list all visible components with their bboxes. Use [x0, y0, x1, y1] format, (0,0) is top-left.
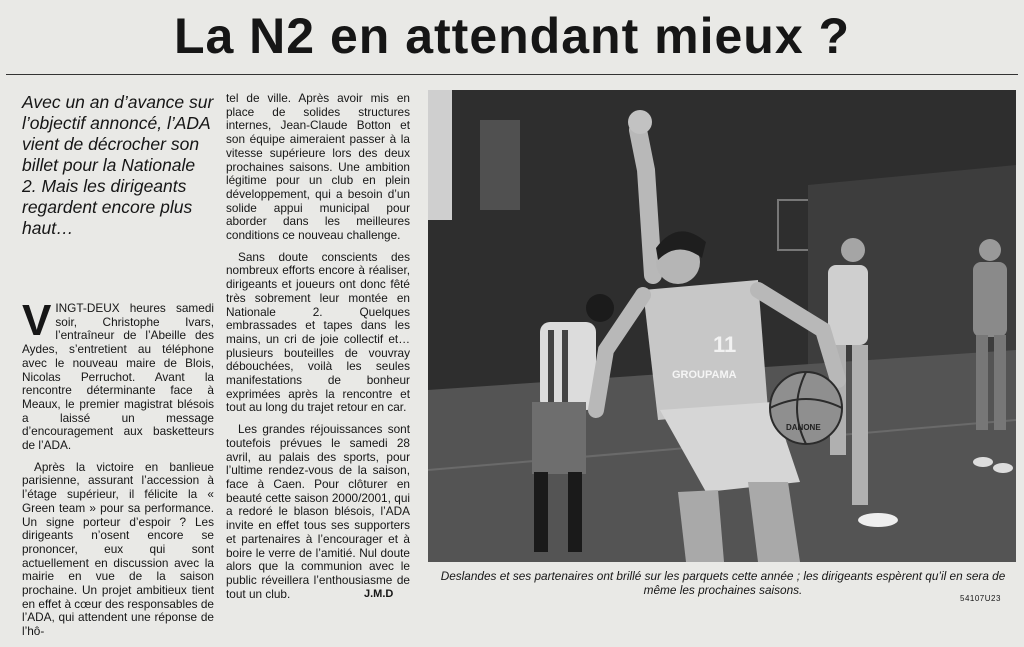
- author-signature: J.M.D: [364, 588, 394, 600]
- jersey-sponsor: GROUPAMA: [672, 369, 737, 381]
- paragraph-1-text: heures samedi soir, Christophe Ivars, l’entraîneur de l’Abeille des Aydes, s’entretient au téléphone avec le nouveau maire de Blois, Nicolas Perruchot. Avant la rencontre déterminante face à Meaux, le premier magistrat blésois a laissé un message d’encouragement aux basketteurs de l’ADA.: [22, 301, 214, 453]
- ball-brand: DANONE: [786, 423, 821, 432]
- paragraph-4: Sans doute conscients des nombreux efforts encore à réaliser, dirigeants et joueurs ont donc fêté très sobrement leur montée en Nationale 2. Quelques embrassades et tapes dans les mains, un cri de joie collectif et… plusieurs bouteilles de vouvray débouchées, voilà les seules manifestations de bonheur exprimées après la rencontre et tout au long du trajet retour en car.: [226, 249, 410, 415]
- jersey-number: 11: [713, 332, 737, 357]
- archive-code: 54107U23: [960, 594, 1001, 603]
- hand-raised: [628, 110, 652, 134]
- basketball-photo: [428, 90, 1016, 562]
- drop-cap: V: [22, 296, 52, 345]
- opening-paragraph: [22, 296, 214, 453]
- headline-rule: [6, 74, 1018, 75]
- lede-paragraph: Avec un an d’avance sur l’objectif annoncé, l’ADA vient de décrocher son billet pour la Nationale 2. Mais les dirigeants regardent encore plus haut…: [22, 92, 214, 238]
- paragraph-3: tel de ville. Après avoir mis en place de solides structures internes, Jean-Claude Botton et son équipe aimeraient passer à la vitesse supérieure lors des deux prochaines saisons. Une ambition légitime pour un club en plein développement, qui a besoin d’un solide appui municipal pour aborder dans les meilleures conditions ce nouveau challenge.: [226, 91, 410, 243]
- article-column-2: [226, 92, 410, 609]
- paragraph-2: Après la victoire en banlieue parisienne, assurant l’accession à l’étage supérieur, il félicite la « Green team » pour sa performance. Un signe porteur d’espoir ? Les dirigeants n’osent encore se prononcer, eux qui sont actuellement en discussion avec la mairie en vue de la saison prochaine. Un projet ambitieux tient en effet à cœur des responsables de l’ADA, qui attendent une réponse de l’hô-: [22, 459, 214, 639]
- headline: La N2 en attendant mieux ?: [173, 8, 851, 64]
- photo-caption: Deslandes et ses partenaires ont brillé sur les parquets cette année ; les dirigeants espèrent qu’il en sera de même les prochaines saisons.: [440, 569, 1006, 597]
- article-column-1: [22, 296, 214, 647]
- photo-illustration: [428, 90, 1016, 562]
- paragraph-5: Les grandes réjouissances sont toutefois prévues le samedi 28 avril, au palais des sports, pour l’ultime rendez-vous de la saison, face à Caen. Pour clôturer en beauté cette saison 2000/2001, qui a redoré le blason blésois, l’ADA invite en effet tous ses supporters et partenaires à l’encourager et à boire le verre de l’amitié. Nul doute alors que la communion avec le public réveillera l’enthousiasme de tout un club.: [226, 422, 410, 601]
- basketball: [770, 372, 842, 444]
- lead-word: INGT-DEUX: [55, 301, 120, 315]
